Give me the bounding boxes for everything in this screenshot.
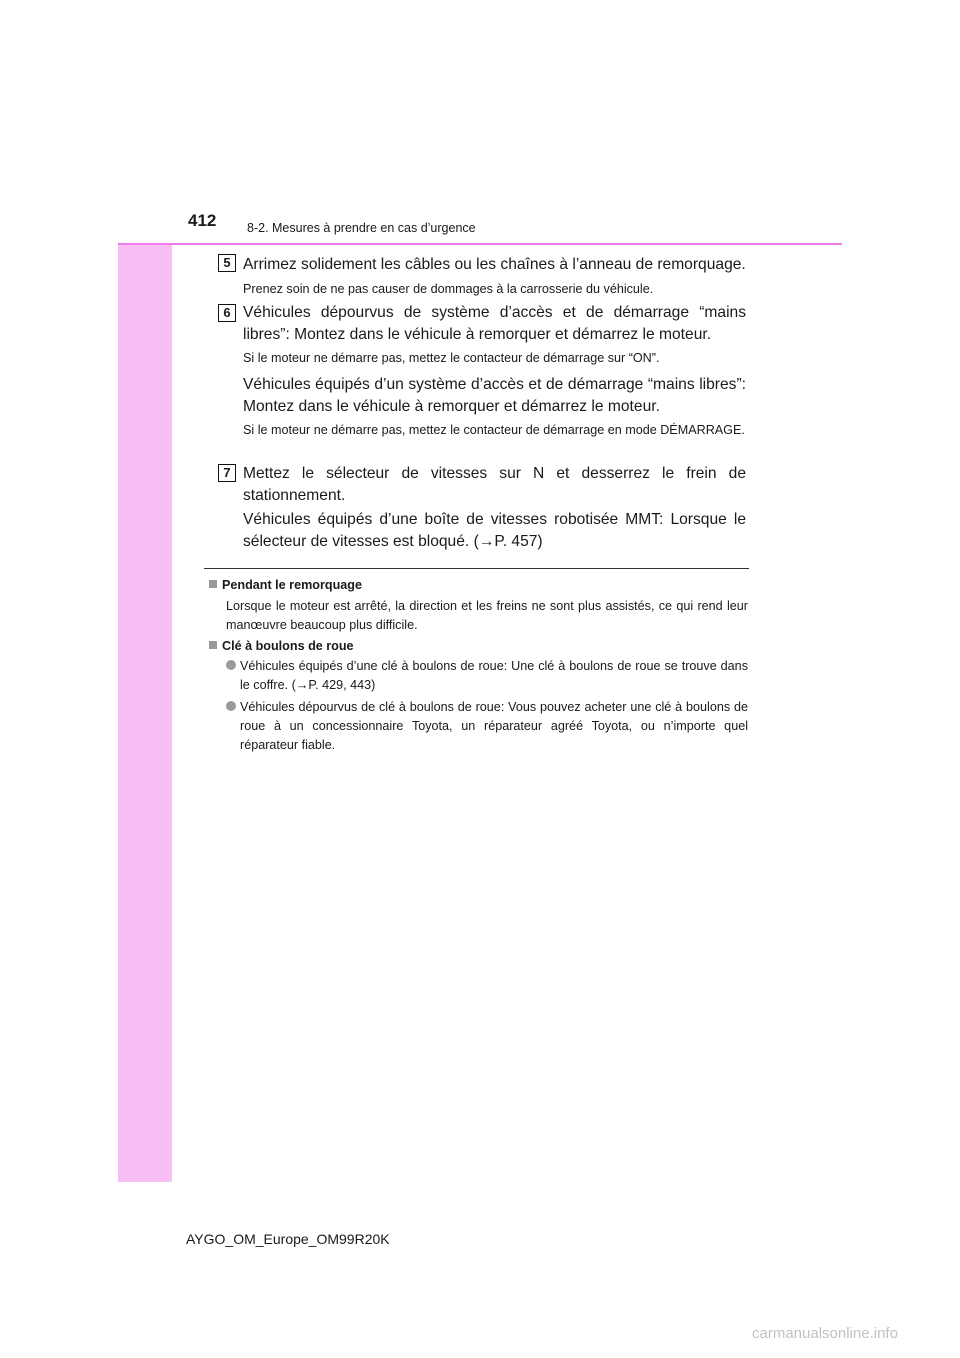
towing-text: Lorsque le moteur est arrêté, la direction et les freins ne sont plus assistés, ce qui rend leur manœuvre beaucoup plus difficile.	[226, 599, 748, 632]
step-number-7: 7	[218, 464, 236, 482]
step-number-6: 6	[218, 304, 236, 322]
page-number: 412	[188, 211, 217, 230]
wrench-heading: Clé à boulons de roue	[209, 639, 354, 653]
step-6-text: Véhicules dépourvus de système d’accès et de démarrage “mains libres”: Montez dans le véhicule à remorquer et démarrez le moteur.	[243, 304, 746, 343]
step-6-text-alt: Véhicules équipés d’un système d’accès et de démarrage “mains libres”: Montez dans le véhicule à remorquer et démarrez le moteur.	[243, 376, 746, 415]
header-band	[118, 176, 842, 244]
step-7-text-alt: Véhicules équipés d’une boîte de vitesses robotisée MMT: Lorsque le sélecteur de vitesses est bloqué. (→P. 457)	[243, 511, 746, 550]
header-rule	[118, 243, 842, 245]
watermark: carmanualsonline.info	[752, 1325, 898, 1342]
square-bullet-icon	[209, 641, 217, 649]
list-item: Véhicules équipés d’une clé à boulons de roue: Une clé à boulons de roue se trouve dans le coffre. (→P. 429, 443)	[226, 657, 748, 695]
step-6-note: Si le moteur ne démarre pas, mettez le contacteur de démarrage sur “ON”.	[243, 351, 660, 365]
step-5-text: Arrimez solidement les câbles ou les chaînes à l’anneau de remorquage.	[243, 256, 746, 273]
dot-bullet-icon	[226, 660, 236, 670]
list-item: Véhicules dépourvus de clé à boulons de roue: Vous pouvez acheter une clé à boulons de roue à un concessionnaire Toyota, un réparateur agréé Toyota, ou n’importe quel réparateur fiable.	[226, 698, 748, 755]
towing-heading: Pendant le remorquage	[209, 578, 362, 592]
section-title: 8-2. Mesures à prendre en cas d’urgence	[247, 221, 476, 235]
side-tab	[118, 176, 172, 1182]
section-divider	[204, 568, 749, 569]
step-6-note-alt: Si le moteur ne démarre pas, mettez le contacteur de démarrage en mode DÉMARRAGE.	[243, 423, 745, 437]
square-bullet-icon	[209, 580, 217, 588]
step-number-5: 5	[218, 254, 236, 272]
step-7-text: Mettez le sélecteur de vitesses sur N et desserrez le frein de stationnement.	[243, 465, 746, 504]
dot-bullet-icon	[226, 701, 236, 711]
footer-code: AYGO_OM_Europe_OM99R20K	[186, 1231, 390, 1247]
step-5-note: Prenez soin de ne pas causer de dommages à la carrosserie du véhicule.	[243, 282, 654, 296]
